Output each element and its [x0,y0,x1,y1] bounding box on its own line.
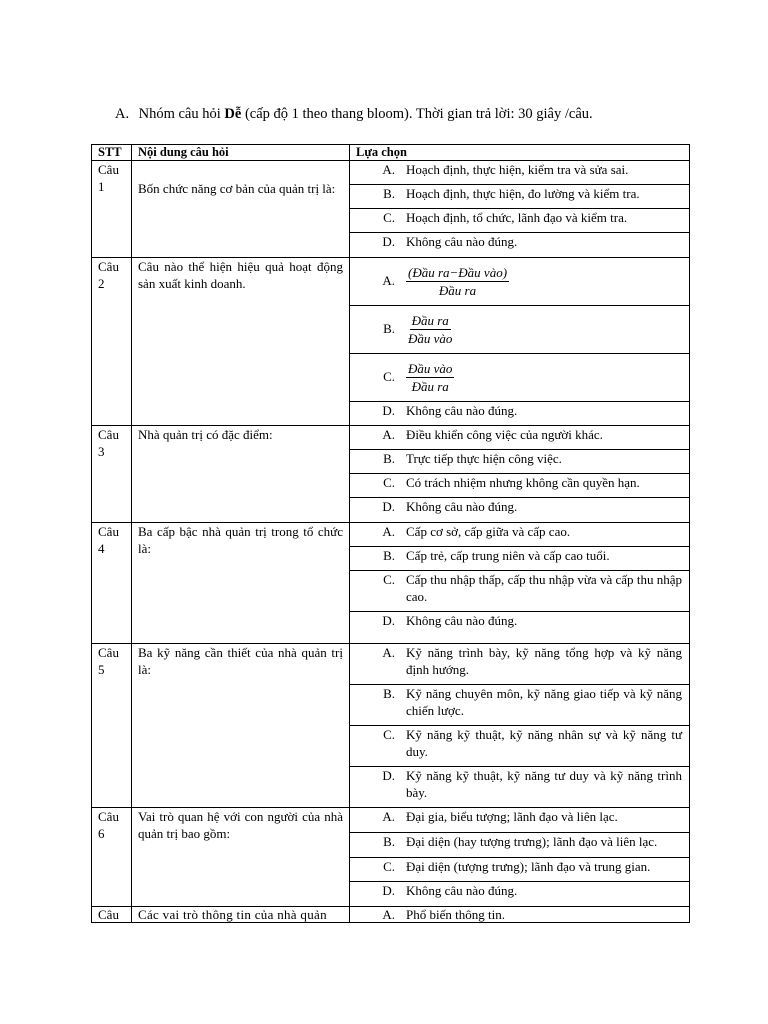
option-text: Đại gia, biểu tượng; lãnh đạo và liên lạc. [406,809,618,824]
option-letter: B. [383,686,395,701]
fraction [406,264,509,299]
table-header-row [92,145,690,161]
option-cell [350,882,690,907]
question-number: Câu 1 [92,161,132,258]
option-text: Phổ biến thông tin. [406,907,505,922]
question-number: Câu [92,907,132,923]
option-letter: B. [383,451,395,466]
option-letter: B. [383,548,395,563]
denominator: Đầu vào [408,330,453,346]
option-cell [350,858,690,882]
option-letter: D. [382,234,395,249]
option-cell [350,185,690,209]
option-letter: D. [382,403,395,418]
denominator: Đầu ra [438,282,477,298]
table-row [92,644,690,685]
table-row [92,808,690,833]
option-text: Không câu nào đúng. [406,403,518,418]
option-letter: D. [382,499,395,514]
fraction [406,312,454,347]
question-number: Câu 2 [92,258,132,426]
option-letter: A. [382,809,395,824]
option-cell [350,306,690,354]
option-cell [350,571,690,612]
option-cell [350,498,690,523]
option-cell [350,474,690,498]
question-number: Câu 4 [92,523,132,644]
numerator: (Đầu ra−Đầu vào) [408,264,508,280]
option-text: Cấp thu nhập thấp, cấp thu nhập vừa và cấp thu nhập cao. [406,572,682,604]
option-cell [350,523,690,547]
section-number: A. [115,106,130,122]
header-stt: STT [92,145,132,161]
option-cell [350,907,690,923]
option-letter: C. [383,368,395,384]
option-cell [350,258,690,306]
option-text: Cấp trẻ, cấp trung niên và cấp cao tuổi. [406,548,610,563]
option-cell [350,209,690,233]
fraction [406,360,454,395]
option-letter: A. [382,272,395,288]
option-text: Đại diện (hay tượng trưng); lãnh đạo và liên lạc. [406,834,658,849]
option-letter: A. [382,907,395,922]
option-text: Không câu nào đúng. [406,234,518,249]
question-number: Câu 3 [92,426,132,523]
numerator: Đầu ra [411,312,449,328]
question-text: Vai trò quan hệ với con người của nhà quản trị bao gồm: [132,808,350,907]
option-letter: C. [383,859,395,874]
option-text: Cấp cơ sở, cấp giữa và cấp cao. [406,524,571,539]
option-cell [350,426,690,450]
question-text: Các vai trò thông tin của nhà quản [132,907,350,923]
option-text: Không câu nào đúng. [406,613,518,628]
option-text: Trực tiếp thực hiện công việc. [406,451,562,466]
header-question: Nội dung câu hỏi [132,145,350,161]
option-text: Không câu nào đúng. [406,883,518,898]
option-cell [350,644,690,685]
option-letter: C. [383,572,395,587]
table-row [92,161,690,185]
option-text: Kỹ năng trình bày, kỹ năng tổng hợp và kỹ năng định hướng. [406,645,682,677]
option-letter: D. [382,613,395,628]
question-text: Ba kỹ năng cần thiết của nhà quản trị là: [132,644,350,808]
heading-suffix: (cấp độ 1 theo thang bloom). Thời gian trả lời: 30 giây /câu. [241,106,593,122]
option-text: Điều khiển công việc của người khác. [406,427,603,442]
option-cell [350,402,690,426]
table-row [92,907,690,923]
option-text: Đại diện (tượng trưng); lãnh đạo và trung gian. [406,859,651,874]
option-cell [350,685,690,726]
option-cell [350,833,690,858]
option-letter: B. [383,834,395,849]
denominator: Đầu ra [411,378,449,394]
difficulty-level: Dễ [224,106,242,122]
option-letter: D. [382,883,395,898]
option-letter: A. [382,645,395,660]
question-number: Câu 5 [92,644,132,808]
option-letter: C. [383,475,395,490]
question-number: Câu 6 [92,808,132,907]
option-cell [350,726,690,767]
option-letter: A. [382,162,395,177]
option-cell [350,233,690,258]
option-cell [350,612,690,644]
option-letter: C. [383,727,395,742]
numerator: Đầu vào [408,360,453,376]
option-cell [350,808,690,833]
option-text: Có trách nhiệm nhưng không cần quyền hạn. [406,475,640,490]
question-text: Nhà quản trị có đặc điểm: [132,426,350,523]
option-letter: B. [383,186,395,201]
heading-prefix: Nhóm câu hỏi [138,106,225,122]
option-cell [350,767,690,808]
option-cell [350,161,690,185]
option-letter: D. [382,768,395,783]
option-letter: B. [383,320,395,336]
table-row [92,426,690,450]
option-letter: A. [382,427,395,442]
question-table [91,144,690,923]
option-text: Hoạch định, tổ chức, lãnh đạo và kiểm tra. [406,210,628,225]
section-heading [115,106,593,123]
question-text: Ba cấp bậc nhà quản trị trong tổ chức là: [132,523,350,644]
option-text: Kỹ năng kỹ thuật, kỹ năng nhân sự và kỹ năng tư duy. [406,727,682,759]
table-row [92,258,690,306]
question-text: Bốn chức năng cơ bản của quản trị là: [132,161,350,258]
option-cell [350,547,690,571]
header-options: Lựa chọn [350,145,690,161]
option-text: Kỹ năng kỹ thuật, kỹ năng tư duy và kỹ năng trình bày. [406,768,682,800]
option-cell [350,450,690,474]
option-cell [350,354,690,402]
option-text: Kỹ năng chuyên môn, kỹ năng giao tiếp và kỹ năng chiến lược. [406,686,682,718]
option-letter: C. [383,210,395,225]
table-row [92,523,690,547]
option-text: Hoạch định, thực hiện, đo lường và kiểm tra. [406,186,640,201]
option-text: Không câu nào đúng. [406,499,518,514]
option-text: Hoạch định, thực hiện, kiểm tra và sửa sai. [406,162,629,177]
question-text: Câu nào thể hiện hiệu quả hoạt động sản xuất kinh doanh. [132,258,350,426]
option-letter: A. [382,524,395,539]
